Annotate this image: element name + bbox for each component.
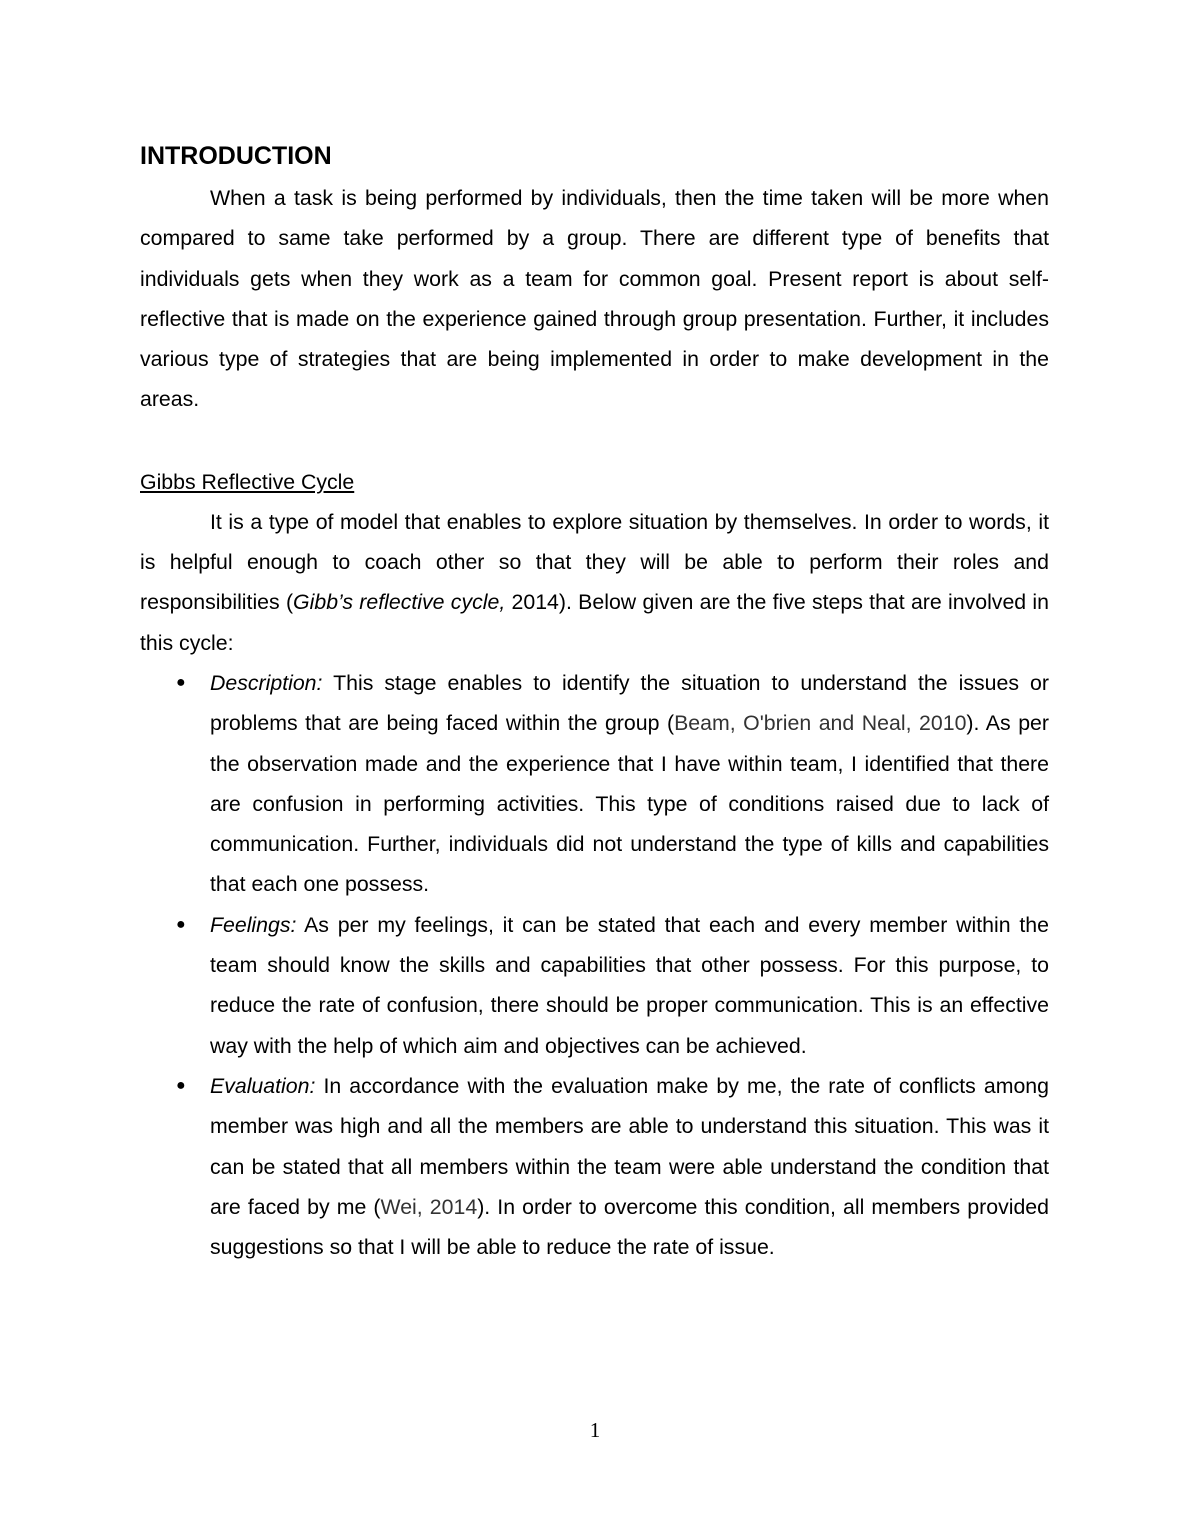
gibbs-text-after: 2014). Below given are the five steps that are involved in this cycle: xyxy=(140,590,1049,655)
bullet-icon: ● xyxy=(176,915,186,933)
bullet-text: As per my feelings, it can be stated that each and every member within the team should know the skills and capabilities that other possess. For this purpose, to reduce the rate of confusion, there should be proper communication. This is an effective way with the help of which aim and objectives can be achieved. xyxy=(210,912,1049,1058)
bullet-icon: ● xyxy=(176,1076,186,1094)
bullet-item-description xyxy=(140,663,1049,905)
subheading-gibbs: Gibbs Reflective Cycle xyxy=(140,469,355,494)
section-heading: INTRODUCTION xyxy=(140,142,332,170)
document-page xyxy=(140,139,1049,1267)
bullet-text: In accordance with the evaluation make by me, the rate of conflicts among member was high and all the members are able to understand this situation. This was it can be stated that all members within the team were able understand the condition that are faced by me ( xyxy=(210,1073,1049,1219)
bullet-term: Evaluation: xyxy=(210,1073,316,1098)
gibbs-paragraph xyxy=(140,502,1049,663)
bullet-term: Description: xyxy=(210,670,323,695)
bullet-item-evaluation xyxy=(140,1066,1049,1267)
bullet-text: This stage enables to identify the situation to understand the issues or problems that are being faced within the group ( xyxy=(210,670,1049,736)
bullet-icon: ● xyxy=(176,673,186,691)
bullet-list xyxy=(140,663,1049,1267)
bullet-citation: Beam, O'brien and Neal, 2010 xyxy=(674,711,967,736)
bullet-text-after: ). In order to overcome this condition, all members provided suggestions so that I will be able to reduce the rate of issue. xyxy=(210,1194,1049,1260)
gibbs-text-before: It is a type of model that enables to explore situation by themselves. In order to words, it is helpful enough to coach other so that they will be able to perform their roles and responsibilities ( xyxy=(140,509,1049,615)
bullet-term: Feelings: xyxy=(210,912,297,937)
page-number: 1 xyxy=(589,1418,601,1442)
bullet-citation: Wei, 2014 xyxy=(380,1194,478,1219)
intro-paragraph: When a task is being performed by individuals, then the time taken will be more when compared to same take performed by a group. There are different type of benefits that individuals gets when they work as a team for common goal. Present report is about self-reflective that is made on the experience gained through group presentation. Further, it includes various type of strategies that are being implemented in order to make development in the areas. xyxy=(140,186,1049,412)
gibbs-citation-italic: Gibb’s reflective cycle, xyxy=(293,590,506,615)
bullet-item-feelings xyxy=(140,905,1049,1066)
bullet-text-after: ). As per the observation made and the experience that I have within team, I identified that there are confusion in performing activities. This type of conditions raised due to lack of communication. Further, individuals did not understand the type of kills and capabilities that each one possess. xyxy=(210,711,1049,897)
